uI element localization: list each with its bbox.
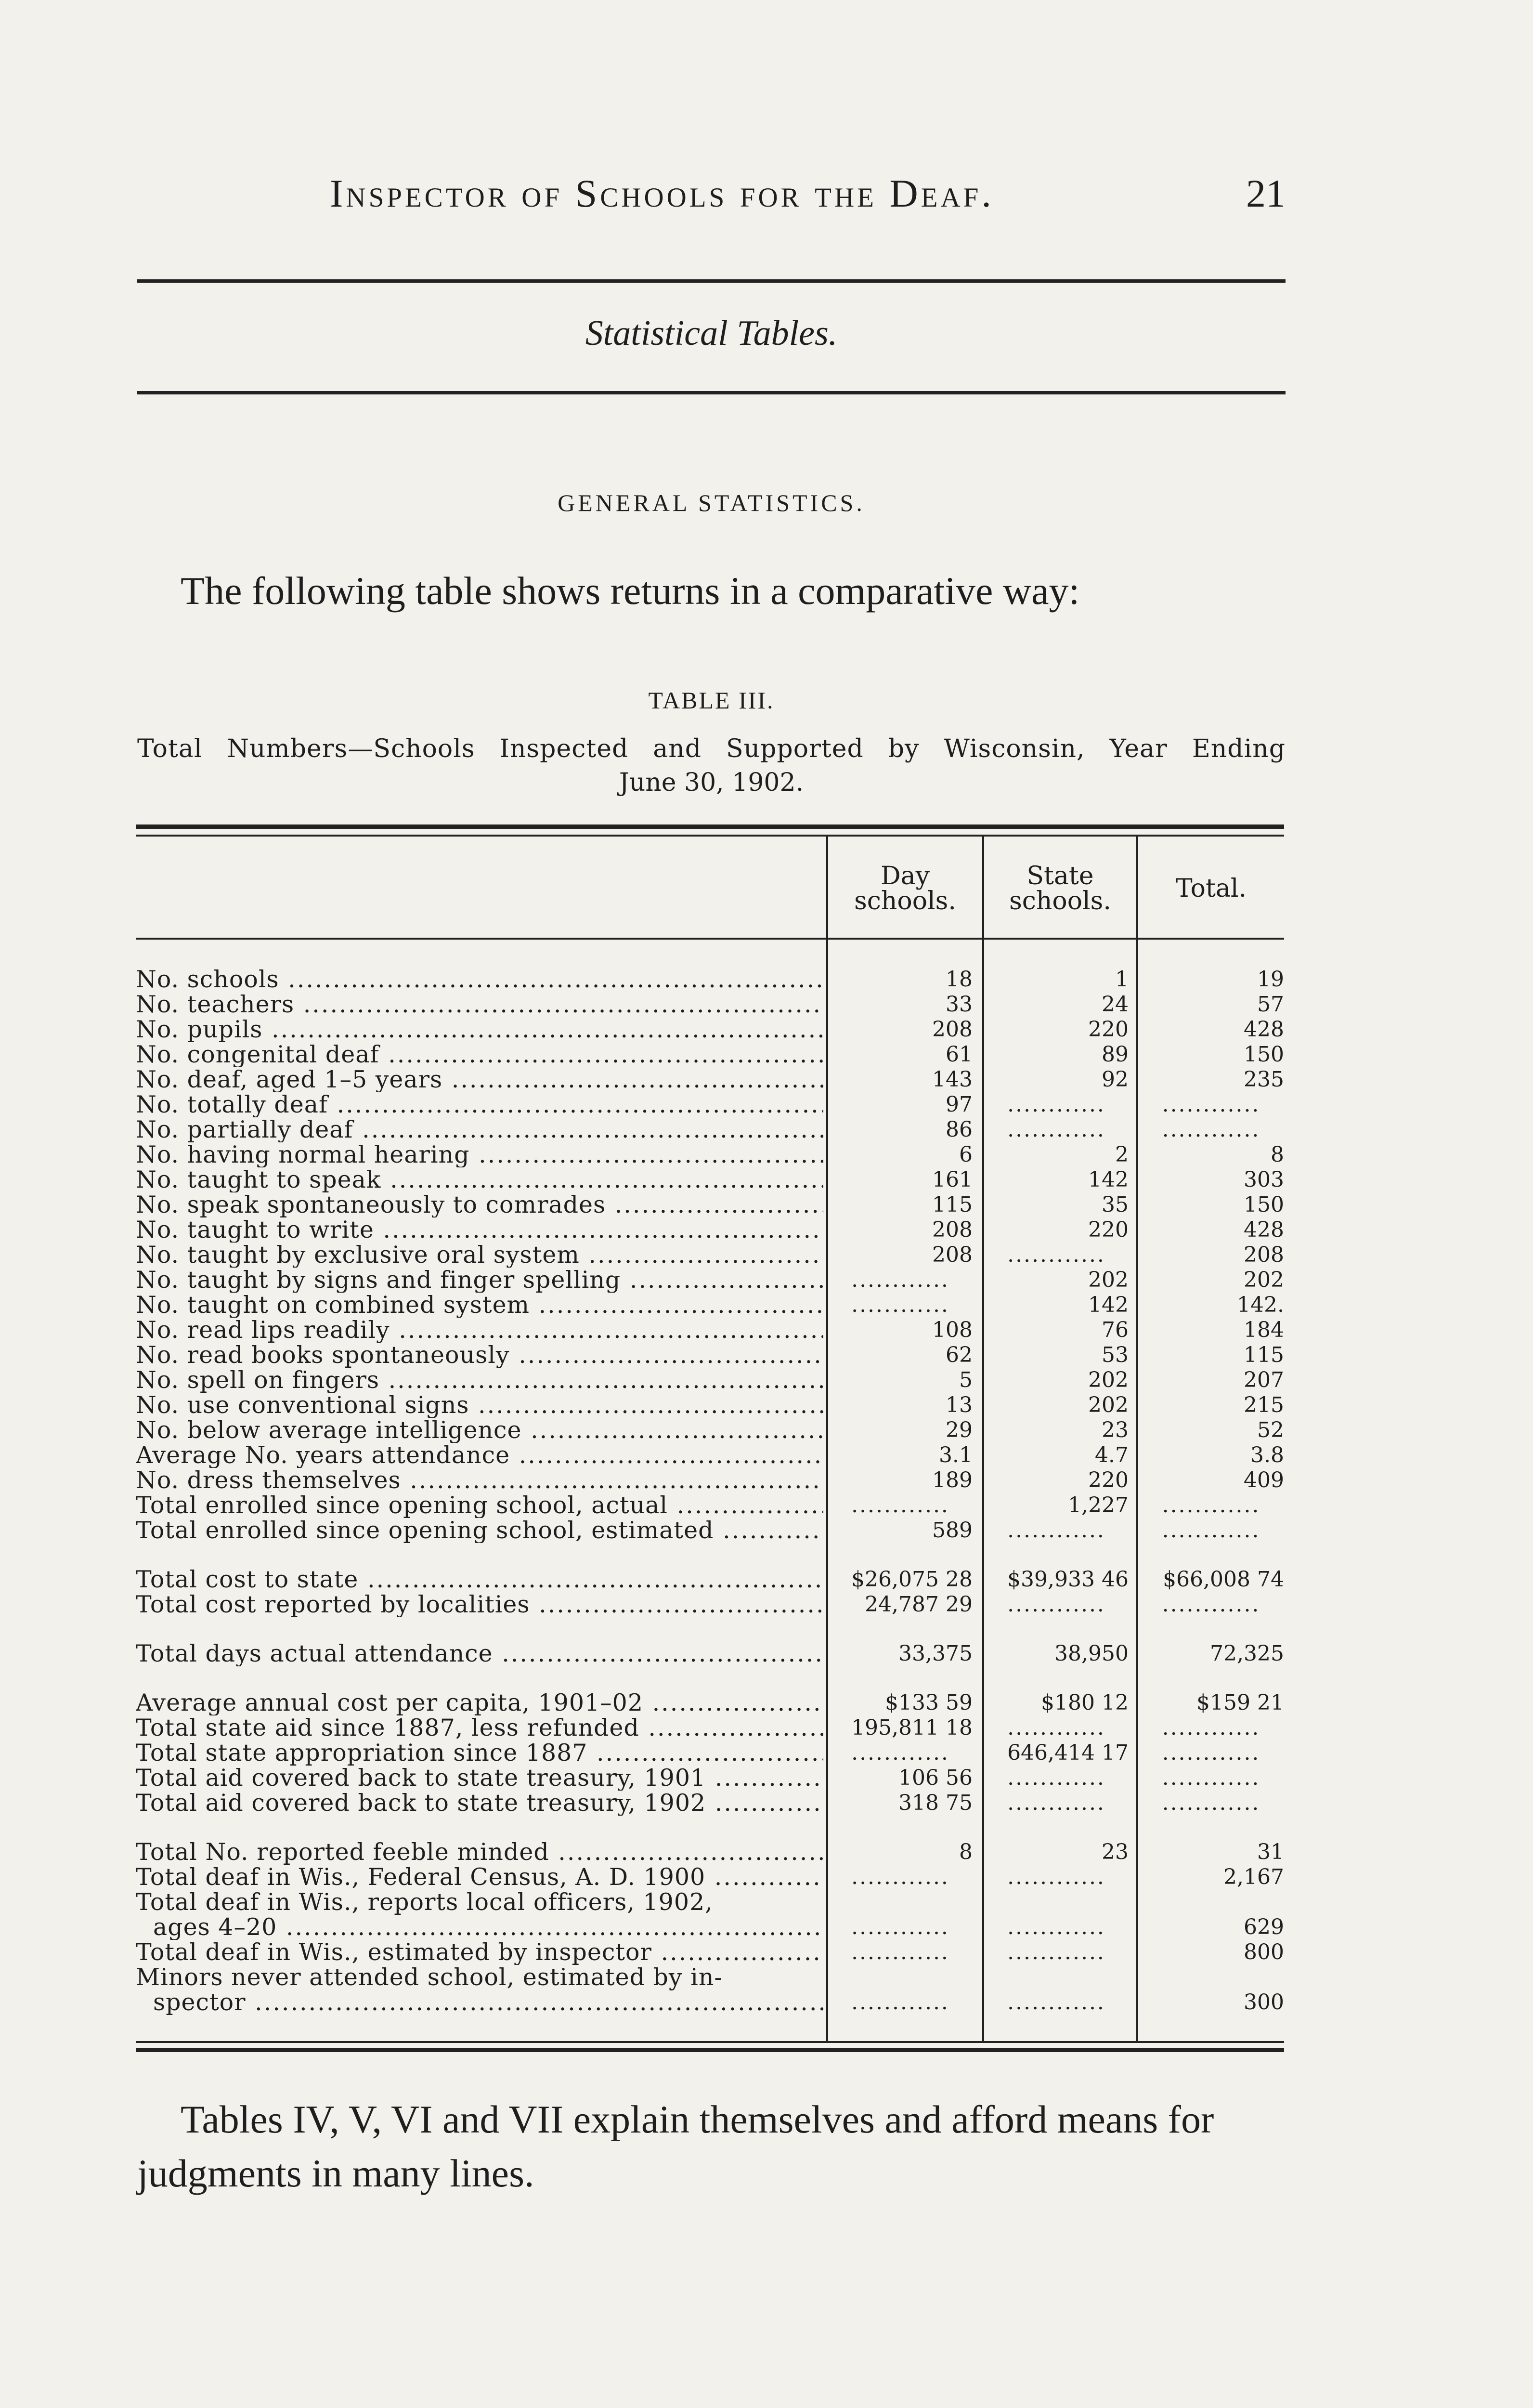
row-label: Total No. reported feeble minded .....	[136, 1840, 823, 1865]
state-schools-value: ............	[1007, 1915, 1105, 1939]
total-value: ............	[1162, 1493, 1260, 1518]
total-value: 150	[1244, 1192, 1284, 1217]
day-schools-value: 61	[946, 1042, 973, 1067]
row-label: Total aid covered back to state treasury, 1901 .....	[136, 1766, 823, 1791]
state-schools-value: 23	[1102, 1840, 1129, 1864]
total-value: 115	[1244, 1343, 1284, 1367]
total-value: 19	[1257, 967, 1284, 992]
total-value: 208	[1244, 1243, 1284, 1267]
day-schools-value: 161	[932, 1167, 973, 1192]
row-label: Total enrolled since opening school, estimated .....	[136, 1518, 823, 1543]
table-row	[0, 1641, 1533, 1666]
row-label: Total cost reported by localities .....	[136, 1592, 823, 1617]
column-header-day-schools: Day schools.	[854, 862, 956, 916]
row-label: Total cost to state .....	[136, 1567, 823, 1592]
row-label: No. taught on combined system .....	[136, 1293, 823, 1318]
total-value: 428	[1244, 1217, 1284, 1242]
day-schools-value: 143	[932, 1067, 973, 1092]
row-label: No. read lips readily .....	[136, 1318, 823, 1343]
row-label: Average No. years attendance .....	[136, 1443, 823, 1468]
day-schools-value: $133 59	[885, 1690, 973, 1715]
table-row	[0, 1567, 1533, 1592]
day-schools-value: 97	[946, 1092, 973, 1117]
state-schools-value: ............	[1007, 1715, 1105, 1740]
state-schools-value: 220	[1088, 1468, 1129, 1492]
day-schools-value: ............	[851, 1293, 949, 1317]
day-schools-value: $26,075 28	[851, 1567, 973, 1592]
row-label: No. use conventional signs .....	[136, 1393, 823, 1418]
day-schools-value: ............	[851, 1990, 949, 2015]
state-schools-value: 53	[1102, 1343, 1129, 1367]
row-label: Total deaf in Wis., Federal Census, A. D. 1900 .....	[136, 1865, 823, 1890]
row-label: No. schools .....	[136, 967, 823, 992]
state-schools-value: 202	[1088, 1368, 1129, 1392]
table-caption-line2: June 30, 1902.	[619, 768, 804, 797]
state-schools-value: ............	[1007, 1791, 1105, 1815]
table-bottom-rule	[136, 2048, 1284, 2052]
day-schools-value: 33,375	[898, 1641, 973, 1666]
day-schools-value: 189	[932, 1468, 973, 1492]
day-schools-value: 8	[959, 1840, 973, 1864]
row-label: No. deaf, aged 1–5 years .....	[136, 1067, 823, 1092]
table-row	[0, 1443, 1533, 1468]
table-row	[0, 967, 1533, 992]
table-row	[0, 1318, 1533, 1343]
day-schools-value: 29	[946, 1418, 973, 1442]
table-row	[0, 1393, 1533, 1418]
state-schools-value: 220	[1088, 1217, 1129, 1242]
row-label: No. speak spontaneously to comrades .....	[136, 1192, 823, 1217]
table-row	[0, 1518, 1533, 1543]
day-schools-value: 5	[959, 1368, 973, 1392]
total-value: ............	[1162, 1592, 1260, 1617]
state-schools-value: 35	[1102, 1192, 1129, 1217]
total-value: ............	[1162, 1766, 1260, 1790]
state-schools-value: ............	[1007, 1766, 1105, 1790]
table-top-rule-thin	[136, 835, 1284, 837]
total-value: 184	[1244, 1318, 1284, 1342]
day-schools-value: 108	[932, 1318, 973, 1342]
total-value: ............	[1162, 1518, 1260, 1543]
row-label: No. taught to speak .....	[136, 1167, 823, 1192]
row-label: No. pupils .....	[136, 1017, 823, 1042]
state-schools-value: 24	[1102, 992, 1129, 1017]
state-schools-value: ............	[1007, 1865, 1105, 1889]
day-schools-value: 106 56	[898, 1766, 973, 1790]
table-row	[0, 1243, 1533, 1268]
total-value: 800	[1244, 1940, 1284, 1964]
day-schools-value: 6	[959, 1142, 973, 1167]
table-row	[0, 992, 1533, 1017]
day-schools-value: 86	[946, 1117, 973, 1142]
row-label: Total enrolled since opening school, actual .....	[136, 1493, 823, 1518]
day-schools-value: 208	[932, 1017, 973, 1042]
row-label: No. taught to write .....	[136, 1217, 823, 1243]
row-label: No. having normal hearing .....	[136, 1142, 823, 1167]
total-value: 52	[1257, 1418, 1284, 1442]
table-row	[0, 1092, 1533, 1117]
table-row	[0, 1468, 1533, 1493]
row-label: No. taught by signs and finger spelling .....	[136, 1268, 823, 1293]
total-value: 202	[1244, 1268, 1284, 1292]
row-label: Total aid covered back to state treasury, 1902 .....	[136, 1791, 823, 1816]
state-schools-value: 142	[1088, 1167, 1129, 1192]
table-row	[0, 1592, 1533, 1617]
day-schools-value: 318 75	[898, 1791, 973, 1815]
table-row	[0, 1167, 1533, 1192]
table-row	[0, 1865, 1533, 1890]
state-schools-value: 1,227	[1068, 1493, 1129, 1518]
total-value: 31	[1257, 1840, 1284, 1864]
table-row	[0, 1741, 1533, 1766]
header-rule	[136, 938, 1284, 940]
day-schools-value: 3.1	[939, 1443, 973, 1467]
state-schools-value: ............	[1007, 1940, 1105, 1964]
day-schools-value: ............	[851, 1741, 949, 1765]
table-row	[0, 1017, 1533, 1042]
state-schools-value: 142	[1088, 1293, 1129, 1317]
state-schools-value: 92	[1102, 1067, 1129, 1092]
row-label: No. dress themselves .....	[136, 1468, 823, 1493]
table-row	[0, 1840, 1533, 1865]
table-row	[0, 1715, 1533, 1741]
table-row	[0, 1217, 1533, 1243]
table-row	[0, 1940, 1533, 1965]
total-value: 300	[1244, 1990, 1284, 2015]
day-schools-value: 208	[932, 1217, 973, 1242]
state-schools-value: 202	[1088, 1268, 1129, 1292]
table-row	[0, 1766, 1533, 1791]
total-value: ............	[1162, 1741, 1260, 1765]
total-value: 2,167	[1223, 1865, 1284, 1889]
table-row	[0, 1791, 1533, 1816]
total-value: ............	[1162, 1117, 1260, 1142]
day-schools-value: 195,811 18	[851, 1715, 973, 1740]
top-rule	[137, 279, 1286, 283]
column-header-state-schools: State schools.	[1009, 862, 1111, 916]
total-value: 57	[1257, 992, 1284, 1017]
total-value: ............	[1162, 1092, 1260, 1117]
total-value: 142.	[1237, 1293, 1284, 1317]
row-label: No. partially deaf .....	[136, 1117, 823, 1142]
row-label: No. read books spontaneously .....	[136, 1343, 823, 1368]
day-schools-value: 33	[946, 992, 973, 1017]
row-label: No. teachers .....	[136, 992, 823, 1017]
total-value: 235	[1244, 1067, 1284, 1092]
row-label-line2: spector .....	[136, 1990, 823, 2015]
table-row	[0, 1418, 1533, 1443]
table-bottom-rule-thin	[136, 2041, 1284, 2043]
table-row	[0, 1343, 1533, 1368]
state-schools-value: 4.7	[1095, 1443, 1129, 1467]
total-value: ............	[1162, 1715, 1260, 1740]
row-label: No. taught by exclusive oral system .....	[136, 1243, 823, 1268]
total-value: 629	[1244, 1915, 1284, 1939]
total-value: $66,008 74	[1163, 1567, 1284, 1592]
total-value: 207	[1244, 1368, 1284, 1392]
day-schools-value: ............	[851, 1865, 949, 1889]
page-number: 21	[1246, 171, 1286, 215]
row-label: Total deaf in Wis., estimated by inspector .....	[136, 1940, 823, 1965]
table-row	[0, 1890, 1533, 1940]
row-label-line1: Minors never attended school, estimated by in-	[136, 1965, 723, 1991]
table-row	[0, 1690, 1533, 1715]
day-schools-value: 18	[946, 967, 973, 992]
table-row	[0, 1067, 1533, 1092]
day-schools-value: ............	[851, 1268, 949, 1292]
section-title: Statistical Tables.	[585, 314, 838, 353]
table-body	[0, 967, 1533, 2015]
state-schools-value: 220	[1088, 1017, 1129, 1042]
state-schools-value: ............	[1007, 1092, 1105, 1117]
table-caption-line1: Total Numbers—Schools Inspected and Supported by Wisconsin, Year Ending	[137, 734, 1286, 763]
table-row	[0, 1142, 1533, 1167]
running-title: Inspector of Schools for the Deaf.	[330, 171, 994, 215]
row-label: No. congenital deaf .....	[136, 1042, 823, 1067]
day-schools-value: 62	[946, 1343, 973, 1367]
state-schools-value: 1	[1115, 967, 1129, 992]
day-schools-value: ............	[851, 1940, 949, 1964]
table-row	[0, 1117, 1533, 1142]
state-schools-value: ............	[1007, 1990, 1105, 2015]
row-label: Total state aid since 1887, less refunded .....	[136, 1715, 823, 1741]
table-row	[0, 1192, 1533, 1217]
total-value: 215	[1244, 1393, 1284, 1417]
state-schools-value: 202	[1088, 1393, 1129, 1417]
table-label: TABLE III.	[648, 687, 775, 714]
state-schools-value: 76	[1102, 1318, 1129, 1342]
day-schools-value: 13	[946, 1393, 973, 1417]
row-label: No. spell on fingers .....	[136, 1368, 823, 1393]
state-schools-value: $39,933 46	[1007, 1567, 1129, 1592]
row-label-line2: ages 4–20 .....	[136, 1915, 823, 1940]
state-schools-value: 38,950	[1054, 1641, 1129, 1666]
state-schools-value: $180 12	[1041, 1690, 1129, 1715]
state-schools-value: ............	[1007, 1518, 1105, 1543]
state-schools-value: ............	[1007, 1243, 1105, 1267]
section-rule	[137, 391, 1286, 394]
table-row	[0, 1042, 1533, 1067]
total-value: 303	[1244, 1167, 1284, 1192]
row-label: Total state appropriation since 1887 .....	[136, 1741, 823, 1766]
subsection-heading: GENERAL STATISTICS.	[558, 489, 865, 516]
day-schools-value: 24,787 29	[865, 1592, 973, 1617]
row-label: Average annual cost per capita, 1901–02 .....	[136, 1690, 823, 1715]
row-label: Total days actual attendance .....	[136, 1641, 823, 1666]
row-label	[136, 1965, 823, 2015]
day-schools-value: 115	[932, 1192, 973, 1217]
total-value: 3.8	[1250, 1443, 1284, 1467]
day-schools-value: ............	[851, 1493, 949, 1518]
row-label: No. totally deaf .....	[136, 1092, 823, 1117]
state-schools-value: ............	[1007, 1117, 1105, 1142]
row-label	[136, 1890, 823, 1940]
total-value: 428	[1244, 1017, 1284, 1042]
total-value: $159 21	[1196, 1690, 1284, 1715]
table-row	[0, 1368, 1533, 1393]
closing-paragraph: Tables IV, V, VI and VII explain themselves and afford means for judgments in many lines.	[137, 2097, 1214, 2195]
row-label-line1: Total deaf in Wis., reports local officers, 1902,	[136, 1890, 713, 1916]
total-value: 8	[1271, 1142, 1284, 1167]
total-value: ............	[1162, 1791, 1260, 1815]
total-value: 72,325	[1210, 1641, 1284, 1666]
column-header-total: Total.	[1175, 874, 1247, 903]
running-head	[135, 171, 1286, 229]
day-schools-value: ............	[851, 1915, 949, 1939]
total-value: 150	[1244, 1042, 1284, 1067]
table-row	[0, 1965, 1533, 2015]
state-schools-value: 646,414 17	[1007, 1741, 1129, 1765]
state-schools-value: 2	[1115, 1142, 1129, 1167]
table-row	[0, 1268, 1533, 1293]
state-schools-value: ............	[1007, 1592, 1105, 1617]
intro-paragraph: The following table shows returns in a comparative way:	[181, 569, 1080, 613]
day-schools-value: 208	[932, 1243, 973, 1267]
table-row	[0, 1293, 1533, 1318]
table-top-rule	[136, 824, 1284, 829]
total-value: 409	[1244, 1468, 1284, 1492]
state-schools-value: 89	[1102, 1042, 1129, 1067]
state-schools-value: 23	[1102, 1418, 1129, 1442]
day-schools-value: 589	[932, 1518, 973, 1543]
table-row	[0, 1493, 1533, 1518]
row-label: No. below average intelligence .....	[136, 1418, 823, 1443]
